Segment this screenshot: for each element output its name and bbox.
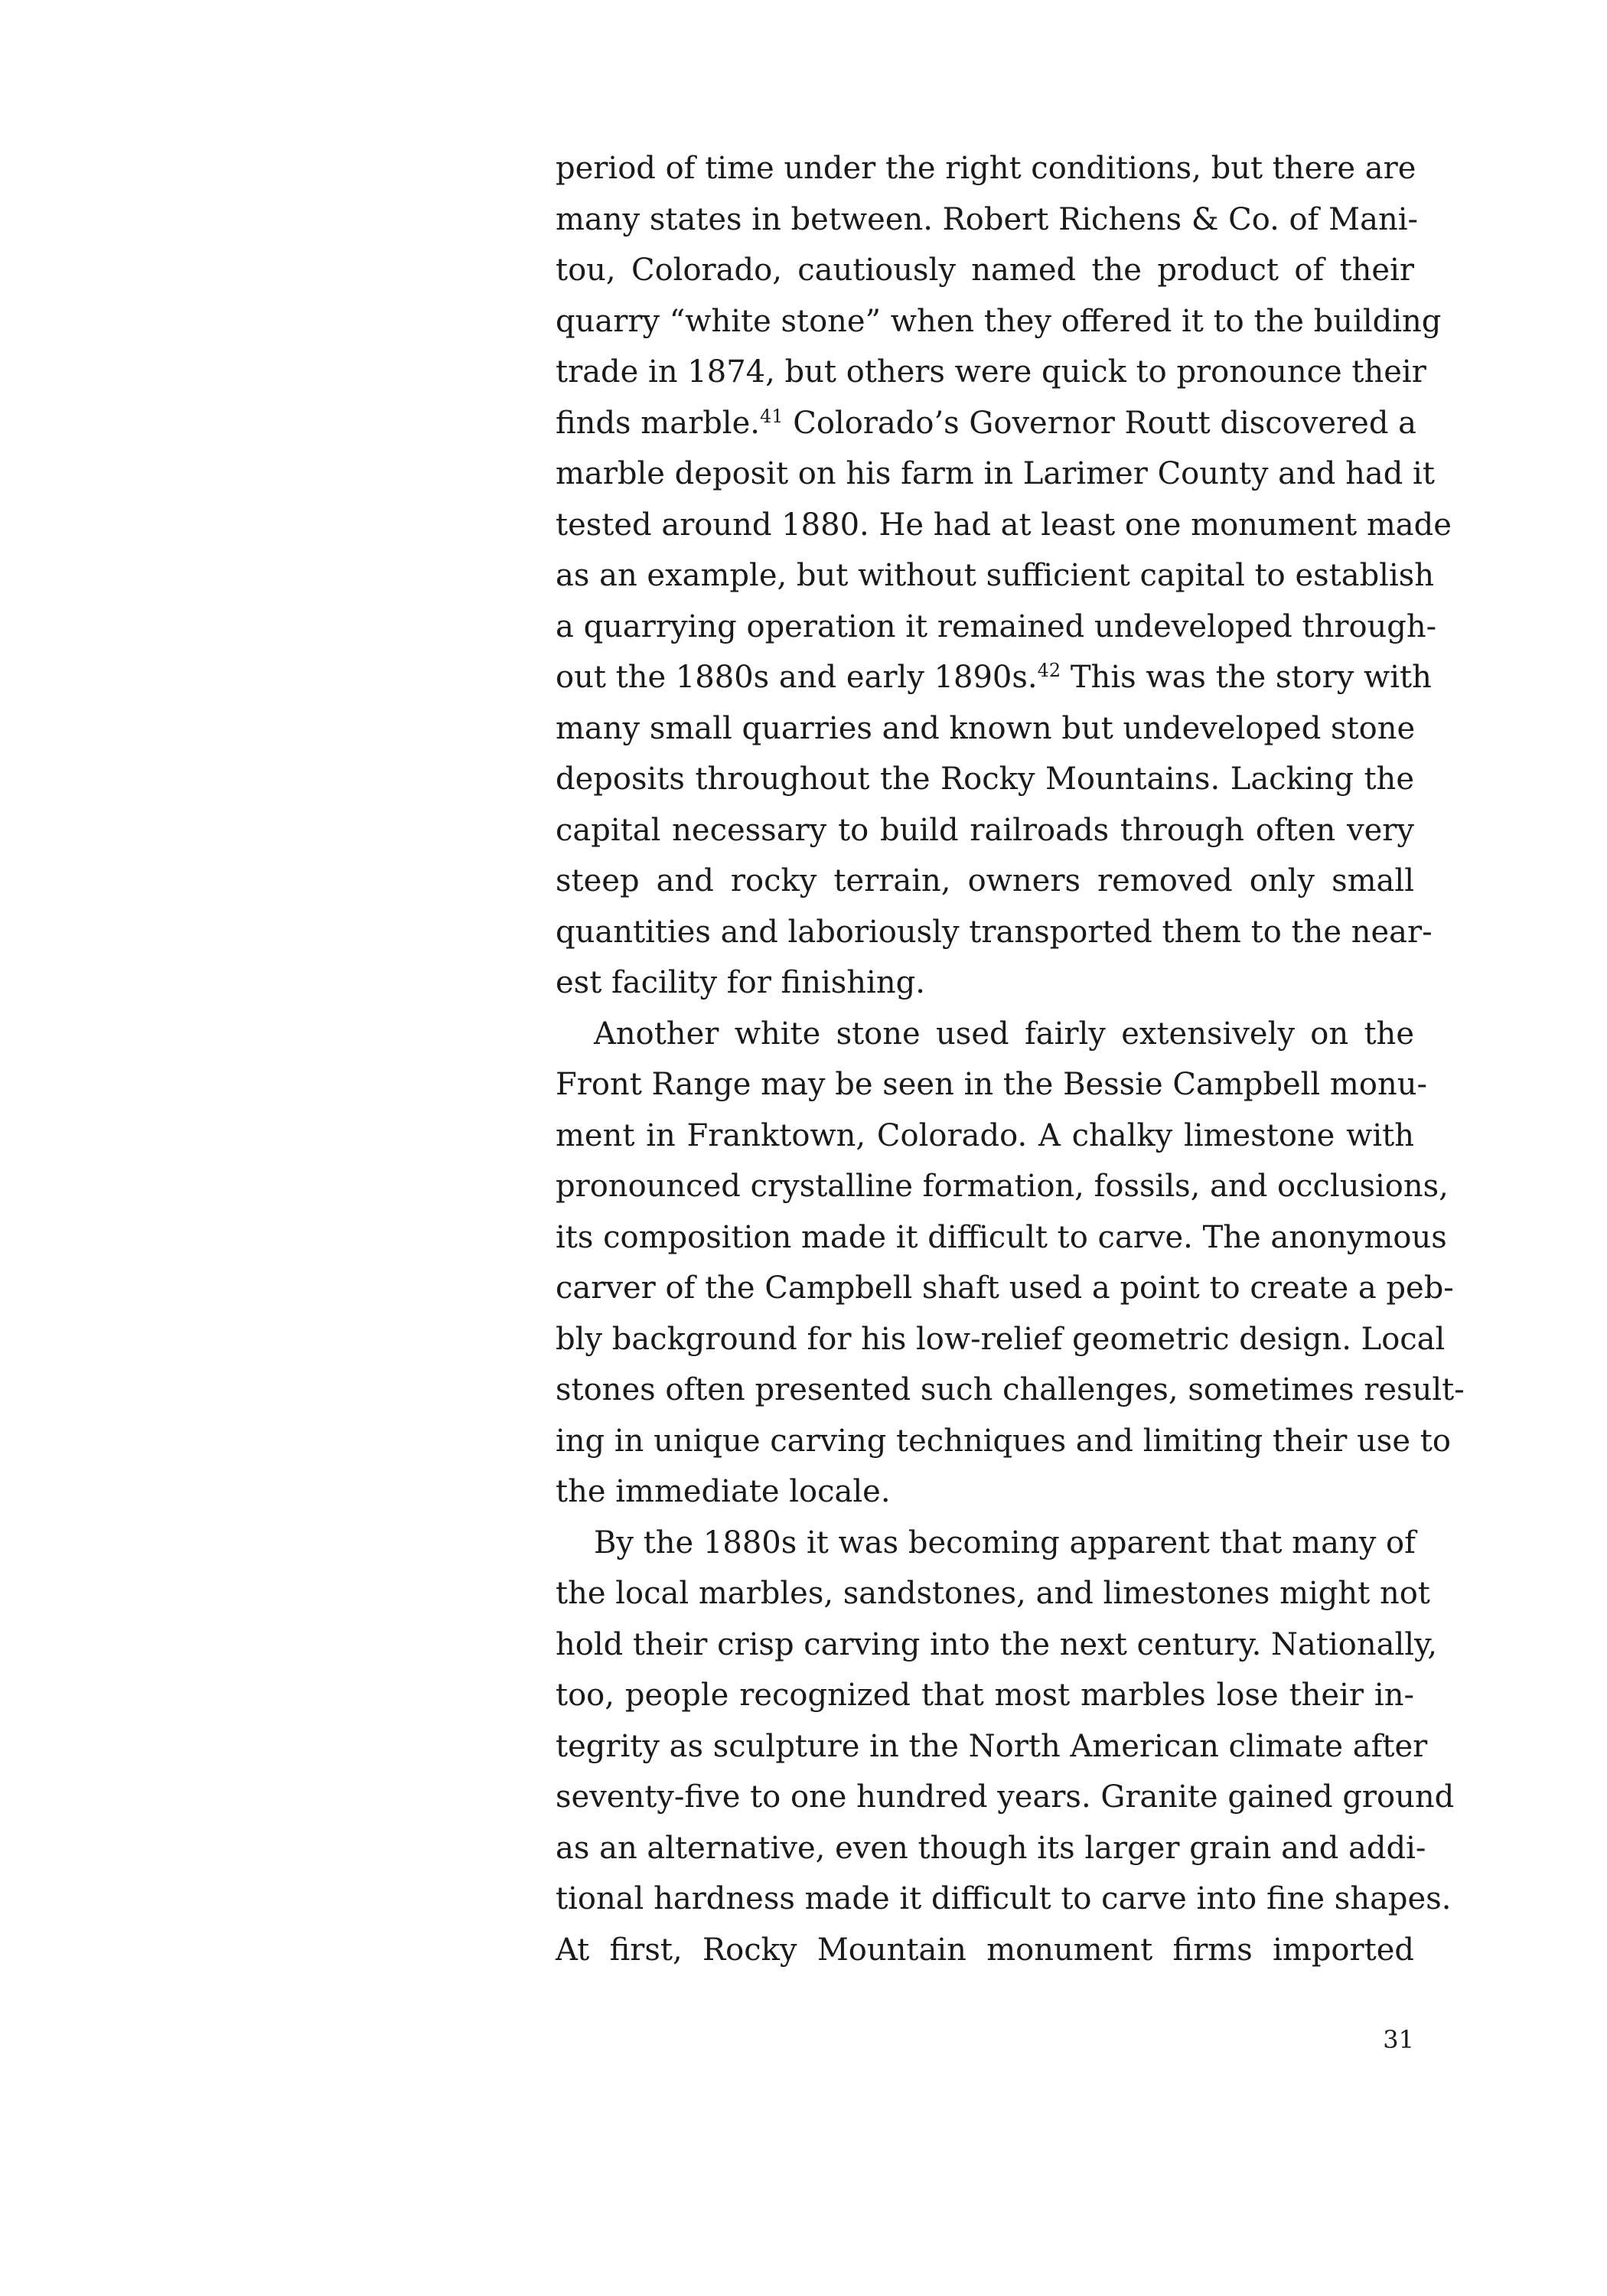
text-line: ment in Franktown, Colorado. A chalky limestone with [556, 1117, 1414, 1153]
text-line: quantities and laboriously transported them to the near- [556, 914, 1433, 950]
text-fragment: finds marble. [556, 405, 760, 441]
text-line: steep and rocky terrain, owners removed only small [556, 863, 1414, 899]
text-line: many states in between. Robert Richens & Co. of Mani- [556, 201, 1419, 237]
text-line: as an alternative, even though its larger grain and addi- [556, 1830, 1426, 1866]
text-line: deposits throughout the Rocky Mountains. Lacking the [556, 762, 1414, 797]
text-line: carver of the Campbell shaft used a point to create a peb- [556, 1270, 1454, 1306]
text-line: tested around 1880. He had at least one monument made [556, 507, 1452, 543]
text-line: tional hardness made it difficult to carve into fine shapes. [556, 1881, 1452, 1916]
text-line [556, 398, 1414, 449]
text-line: hold their crisp carving into the next century. Nationally, [556, 1626, 1438, 1662]
text-line: est facility for finishing. [556, 965, 925, 1000]
text-line: the local marbles, sandstones, and limestones might not [556, 1576, 1430, 1611]
text-line: stones often presented such challenges, sometimes result- [556, 1372, 1465, 1407]
text-line: trade in 1874, but others were quick to pronounce their [556, 354, 1426, 390]
text-line: period of time under the right conditions, but there are [556, 151, 1416, 186]
text-line: a quarrying operation it remained undeveloped through- [556, 608, 1437, 644]
body-text [556, 143, 1465, 1975]
text-fragment: This was the story with [1061, 660, 1432, 695]
text-line: marble deposit on his farm in Larimer County and had it [556, 456, 1435, 491]
footnote-ref-41: 41 [759, 405, 784, 427]
text-line: At first, Rocky Mountain monument firms imported [556, 1932, 1414, 1968]
text-line: tegrity as sculpture in the North American climate after [556, 1728, 1428, 1764]
text-line: seventy-five to one hundred years. Granite gained ground [556, 1779, 1455, 1815]
text-line: tou, Colorado, cautiously named the product of their [556, 253, 1414, 288]
text-line: too, people recognized that most marbles lose their in- [556, 1678, 1414, 1713]
text-line: capital necessary to build railroads through often very [556, 812, 1414, 848]
text-line: many small quarries and known but undeveloped stone [556, 710, 1416, 746]
text-fragment: Colorado’s Governor Routt discovered a [783, 405, 1416, 441]
text-line: pronounced crystalline formation, fossils, and occlusions, [556, 1169, 1449, 1204]
text-line: the immediate locale. [556, 1474, 891, 1509]
text-fragment: out the 1880s and early 1890s. [556, 660, 1038, 695]
footnote-ref-42: 42 [1037, 660, 1061, 681]
text-line: Another white stone used fairly extensively on the [594, 1016, 1414, 1052]
text-line: bly background for his low-relief geometric design. Local [556, 1321, 1446, 1357]
text-line: Front Range may be seen in the Bessie Campbell monu- [556, 1067, 1427, 1102]
page-number: 31 [1383, 2025, 1414, 2054]
text-line: as an example, but without sufficient capital to establish [556, 558, 1435, 593]
text-line: quarry “white stone” when they offered it to the building [556, 303, 1442, 339]
text-line: By the 1880s it was becoming apparent that many of [594, 1525, 1416, 1561]
text-line: its composition made it difficult to carve. The anonymous [556, 1219, 1447, 1255]
text-line: ing in unique carving techniques and limiting their use to [556, 1423, 1451, 1459]
text-line [556, 652, 1432, 703]
